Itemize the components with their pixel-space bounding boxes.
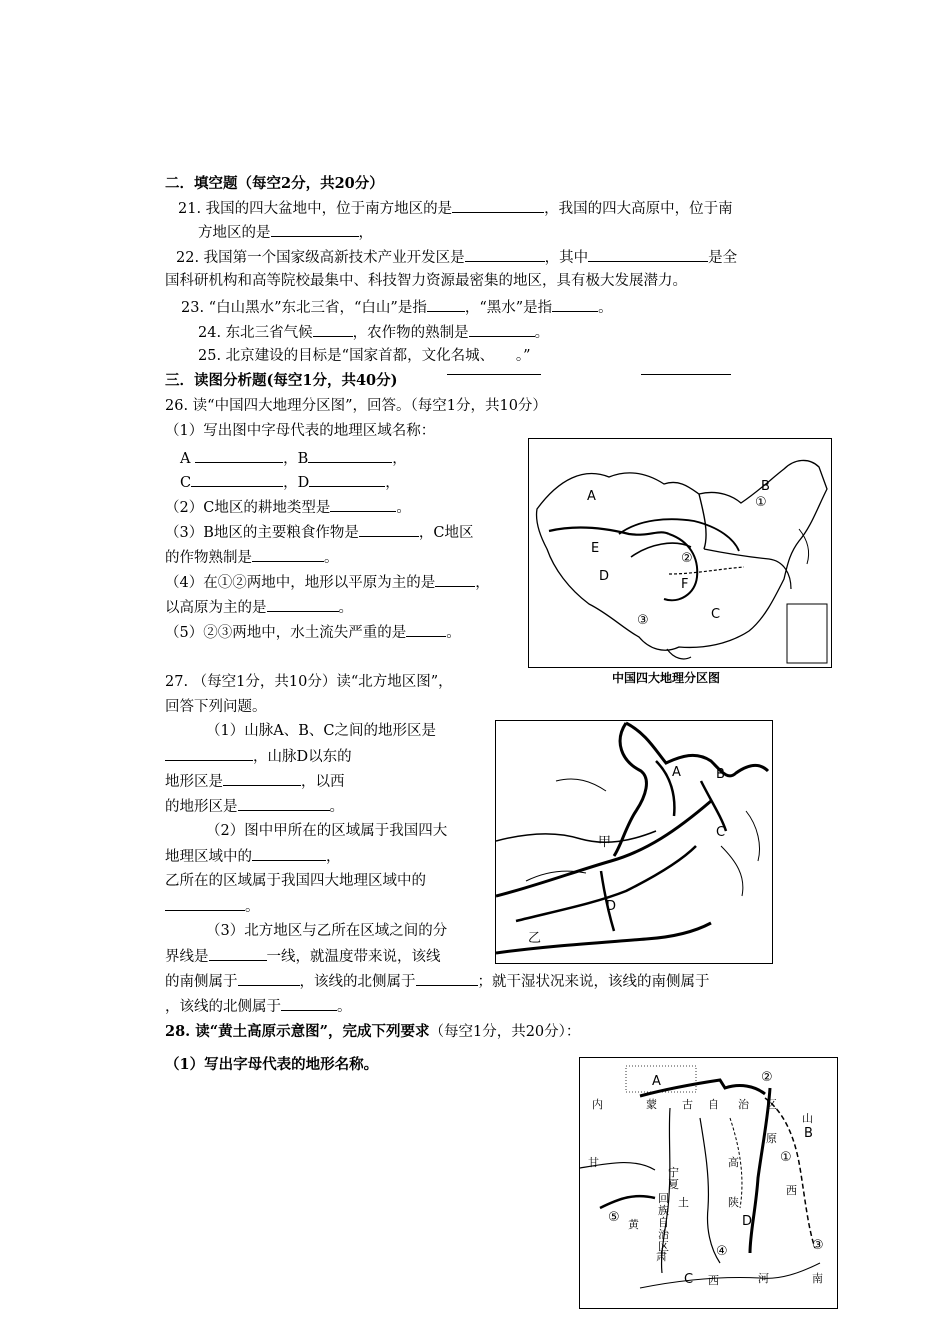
q26-part4-line1: （4）在①②两地中，地形以平原为主的是 ， <box>165 572 490 593</box>
map3-label-ning: 宁 <box>668 1166 679 1179</box>
map1-label-3: ③ <box>637 613 649 628</box>
q21-blank-2[interactable] <box>271 222 359 237</box>
q26-blank-D[interactable] <box>309 472 385 487</box>
q23-text-c: 。 <box>598 300 613 316</box>
q26-label-A: A <box>180 451 191 467</box>
map3-label-zhi2: 治 <box>658 1228 669 1241</box>
map3-label-5: ⑤ <box>608 1210 620 1225</box>
q27-part1-line4: 的地形区是 。 <box>165 796 344 817</box>
map3-label-B: B <box>804 1126 813 1141</box>
q26-part4-line2: 以高原为主的是 。 <box>165 597 353 618</box>
q25-blank-1[interactable] <box>447 374 541 375</box>
china-regions-map <box>528 438 832 668</box>
map3-label-C: C <box>684 1272 694 1287</box>
q26-blank-C[interactable] <box>191 472 283 487</box>
q26-label-D: ，D <box>283 475 310 491</box>
q27-blank-1[interactable] <box>165 746 253 761</box>
q22-blank-1[interactable] <box>465 247 545 262</box>
q26-part1: （1）写出图中字母代表的地理区域名称： <box>165 423 436 439</box>
question-25: 25. 北京建设的目标是“国家首都，文化名城、 。” <box>198 348 531 364</box>
map3-label-xia: 夏 <box>668 1178 679 1191</box>
q21-blank-1[interactable] <box>452 198 544 213</box>
q27-part1-line1: （1）山脉A、B、C之间的地形区是 <box>206 723 436 739</box>
q26-part3-line1: （3）B地区的主要粮食作物是 ，C地区 <box>165 522 474 543</box>
map3-label-su: 肃 <box>656 1250 667 1263</box>
q24-text-a: 24. 东北三省气候 <box>198 325 313 341</box>
q27-part3-line4: ，该线的北侧属于 。 <box>165 996 352 1017</box>
q24-blank-2[interactable] <box>469 322 535 337</box>
q25-blank-2[interactable] <box>641 374 731 375</box>
q22-blank-2[interactable] <box>588 247 708 262</box>
map1-label-A: A <box>587 489 596 504</box>
map3-label-D: D <box>742 1214 753 1229</box>
map1-label-E: E <box>591 541 600 556</box>
map3-label-3: ③ <box>812 1238 824 1253</box>
question-28-title: 28. 读“黄土高原示意图”，完成下列要求（每空1分，共20分）： <box>165 1023 581 1040</box>
map3-label-he: 河 <box>758 1272 769 1285</box>
map3-label-qu2: 区 <box>658 1240 669 1253</box>
q27-blank-7[interactable] <box>238 971 300 986</box>
q26-blank-3b[interactable] <box>252 547 324 562</box>
q21-text-c: 方地区的是 <box>198 225 271 241</box>
q23-blank-1[interactable] <box>427 297 465 312</box>
q28-part1: （1）写出字母代表的地形名称。 <box>165 1056 379 1073</box>
q27-part1-line3: 地形区是 ，以西 <box>165 771 345 792</box>
map2-label-B: B <box>716 767 725 782</box>
map2-label-jia: 甲 <box>598 835 612 850</box>
section2-heading: 二．填空题（每空2分，共20分） <box>165 175 384 192</box>
map3-label-xi2: 西 <box>708 1274 719 1287</box>
q27-blank-2[interactable] <box>223 771 301 786</box>
q27-part1-line2: ，山脉D以东的 <box>165 746 352 767</box>
question-21-line2 <box>198 222 373 243</box>
q26-blank-B[interactable] <box>308 448 392 463</box>
q22-text-c: 是全 <box>708 250 738 266</box>
q26-blank-A[interactable] <box>195 448 283 463</box>
map1-label-C: C <box>711 607 721 622</box>
map3-label-meng: 蒙 <box>646 1098 657 1111</box>
map3-label-zu: 族 <box>658 1204 669 1217</box>
map3-label-2: ② <box>761 1070 773 1085</box>
map1-label-2: ② <box>681 551 693 566</box>
q24-text-b: ，农作物的熟制是 <box>352 325 469 341</box>
q27-blank-9[interactable] <box>281 996 337 1011</box>
q27-part2-line2: 地理区域中的 ， <box>165 846 341 867</box>
q24-blank-1[interactable] <box>313 322 353 337</box>
q26-part1-CD: C ，D ， <box>180 472 400 493</box>
q26-blank-4b[interactable] <box>267 597 339 612</box>
map3-label-tu: 土 <box>678 1196 689 1209</box>
map3-label-gu: 古 <box>682 1098 693 1111</box>
map3-label-hui: 回 <box>658 1192 669 1205</box>
map3-label-zi: 自 <box>708 1098 719 1111</box>
map3-label-nei: 内 <box>592 1098 603 1111</box>
map3-label-1: ① <box>780 1150 792 1165</box>
map1-label-F: F <box>681 577 689 592</box>
q26-part3-line2: 的作物熟制是 。 <box>165 547 339 568</box>
map3-label-xi: 西 <box>786 1184 797 1197</box>
map3-label-A: A <box>652 1074 661 1089</box>
q27-part2-line4: 。 <box>165 896 260 917</box>
q23-text-a: 23. “白山黑水”东北三省，“白山”是指 <box>181 300 427 316</box>
map3-label-zhi: 治 <box>738 1098 749 1111</box>
q27-blank-3[interactable] <box>238 796 330 811</box>
question-22-line2: 国科研机构和高等院校最集中、科技智力资源最密集的地区，具有极大发展潜力。 <box>165 273 687 289</box>
map3-label-nan: 南 <box>812 1272 823 1285</box>
q22-text-b: ，其中 <box>544 250 589 266</box>
q21-text-a: 21. 我国的四大盆地中，位于南方地区的是 <box>178 201 453 217</box>
q26-label-B: ，B <box>283 451 309 467</box>
map3-label-shaan: 陕 <box>728 1196 739 1209</box>
q26-blank-5[interactable] <box>406 622 446 637</box>
q22-text-a: 22. 我国第一个国家级高新技术产业开发区是 <box>176 250 465 266</box>
map1-label-1: ① <box>755 495 767 510</box>
loess-plateau-map <box>579 1057 838 1309</box>
q24-text-c: 。 <box>534 325 550 341</box>
question-27-title-a: 27. （每空1分，共10分）读“北方地区图”， <box>165 674 453 690</box>
q23-blank-2[interactable] <box>552 297 598 312</box>
q26-part2: （2）C地区的耕地类型是 。 <box>165 497 411 518</box>
map3-label-shan: 山 <box>802 1112 813 1125</box>
map1-caption: 中国四大地理分区图 <box>612 671 721 685</box>
q21-text-b: ，我国的四大高原中，位于南 <box>544 201 733 217</box>
q26-blank-3a[interactable] <box>359 522 419 537</box>
map3-label-gao: 高 <box>728 1156 739 1169</box>
q26-blank-4a[interactable] <box>435 572 475 587</box>
q27-part3-line1: （3）北方地区与乙所在区域之间的分 <box>206 923 448 939</box>
map2-label-yi: 乙 <box>528 931 542 946</box>
q26-label-C: C <box>180 475 192 491</box>
map1-label-D: D <box>599 569 610 584</box>
q27-part2-line1: （2）图中甲所在的区域属于我国四大 <box>206 823 448 839</box>
map3-label-gan: 甘 <box>588 1156 599 1169</box>
q26-part1-AB: A ，B ， <box>180 448 407 469</box>
map3-label-yuan: 原 <box>766 1132 777 1145</box>
question-21-line1 <box>178 198 733 219</box>
section3-heading: 三．读图分析题(每空1分，共40分) <box>165 372 398 389</box>
q26-part5: （5）②③两地中，水土流失严重的是 。 <box>165 622 461 643</box>
map2-label-D: D <box>606 899 617 914</box>
q21-text-d: ， <box>358 225 373 241</box>
question-27-title-b: 回答下列问题。 <box>165 699 267 715</box>
question-26-title: 26. 读“中国四大地理分区图”，回答。（每空1分，共10分） <box>165 398 547 414</box>
q27-blank-6[interactable] <box>209 946 267 961</box>
map2-label-A: A <box>672 765 681 780</box>
q23-text-b: ，“黑水”是指 <box>464 300 553 316</box>
q27-blank-5[interactable] <box>165 896 245 911</box>
question-24 <box>198 322 549 343</box>
q27-part3-line2: 界线是 一线，就温度带来说，该线 <box>165 946 441 967</box>
q27-part3-line3: 的南侧属于 ，该线的北侧属于 ；就干湿状况来说，该线的南侧属于 <box>165 971 710 992</box>
question-23 <box>181 297 613 318</box>
map1-label-B: B <box>761 479 770 494</box>
north-china-map <box>495 720 773 964</box>
china-regions-map-svg <box>529 439 831 667</box>
q27-blank-4[interactable] <box>252 846 326 861</box>
map2-label-C: C <box>716 825 726 840</box>
map3-label-zi2: 自 <box>658 1216 669 1229</box>
map3-label-huang: 黄 <box>628 1218 639 1231</box>
q26-blank-2[interactable] <box>330 497 396 512</box>
map3-label-4: ④ <box>716 1244 728 1259</box>
q27-part2-line3: 乙所在的区域属于我国四大地理区域中的 <box>165 873 426 889</box>
map3-label-qu: 区 <box>766 1098 777 1111</box>
question-22-line1 <box>176 247 737 268</box>
q27-blank-8[interactable] <box>416 971 478 986</box>
